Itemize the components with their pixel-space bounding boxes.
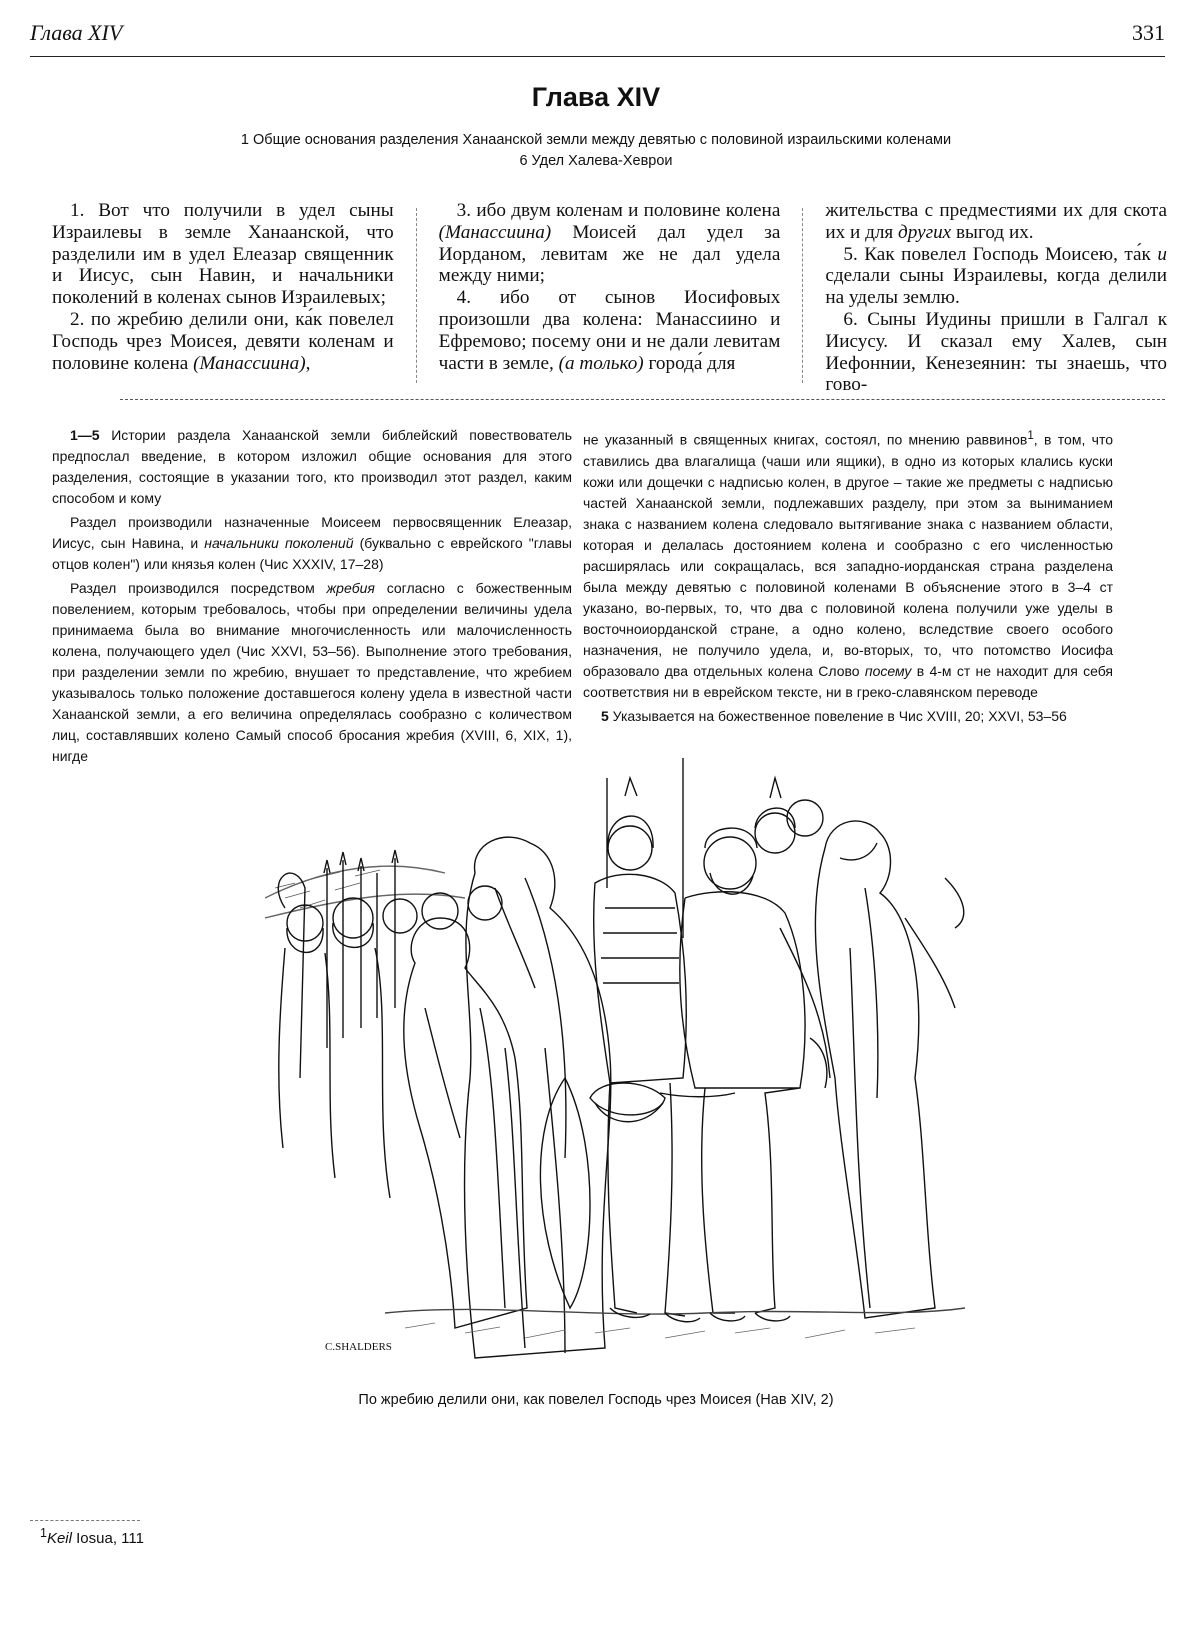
verse-4 [439, 287, 781, 374]
chapter-title: Глава XIV [531, 82, 661, 112]
verse-4-cont-end: выгод их. [951, 221, 1034, 243]
page-number: 331 [1132, 20, 1165, 45]
verse-5-text: 5. Как повелел Господь Моисею, та́к [843, 243, 1158, 265]
commentary-left [52, 425, 572, 770]
illustration-engraving [265, 748, 977, 1373]
scripture-verses [52, 200, 1168, 396]
commentary-text: Раздел производили назначенные Моисеем первосвященник Елеазар, Иисус, сын Навина, и [52, 514, 572, 551]
footnote-mark: 1 [40, 1526, 47, 1540]
verse-column-1 [52, 200, 394, 390]
verse-5-italic: и [1157, 243, 1168, 265]
column-separator [416, 208, 417, 383]
commentary-text: не указанный в священных книгах, состоял, по мнению раввинов [583, 431, 1028, 448]
verse-4-text: 4. ибо от сынов Иосифовых произошли два колена: Манассиино и Ефремово; посему они и не дали левитам части в земле, [438, 287, 781, 374]
commentary-paragraph [52, 512, 572, 575]
footnote-ref[interactable]: 1 [1027, 429, 1034, 442]
verse-4-end: города́ для [643, 352, 736, 374]
running-head [30, 20, 1165, 57]
verse-5 [825, 244, 1167, 309]
chapter-summary-line-1: 1 Общие основания разделения Ханаанской земли между девятью с половиной израильскими коленами [240, 132, 952, 148]
footnote [40, 1526, 144, 1547]
commentary-italic: начальники поколений [204, 535, 354, 551]
verse-column-2 [439, 200, 781, 390]
verse-2-italic: (Манассиина) [193, 352, 306, 374]
commentary-paragraph [52, 425, 572, 509]
verse-4-cont-italic: других [898, 221, 952, 243]
verse-5-end: сделали сыны Израилевы, когда делили на уделы землю. [825, 265, 1168, 309]
verse-ref: 1—5 [70, 427, 100, 443]
verse-4-continued [825, 200, 1167, 244]
verse-column-3 [825, 200, 1168, 396]
verse-4-cont-text: жительства с предместиями их для скота их и для [825, 200, 1168, 243]
commentary-text: согласно с божественным повелением, которым требовалось, чтобы при определении величины удела принимаема была во внимание многочисленность или малочисленность колена, получающего удел (Чис XXVI, 53–56). Выполнение этого требования, при разделении земли по жребию, внушает то представление, что жребием указывалось только положение доставшегося колену удела в известной части Ханаанской земли, а его величина определялась сообразно с количеством лиц, составлявших колено Самый способ бросания жребия (XVIII, 6, XIX, 1), нигде [52, 580, 572, 764]
verse-3 [439, 200, 781, 287]
illustration-caption: По жребию делили они, как повелел Господь чрез Моисея (Нав XIV, 2) [358, 1392, 834, 1408]
commentary-text: Указывается на божественное повеление в Чис XVIII, 20; XXVI, 53–56 [608, 707, 1067, 724]
verse-3-end: Моисей дал удел за Иорданом, левитам же не дал удела между ними; [438, 221, 781, 287]
verse-ref: 5 [601, 707, 609, 724]
verse-2-text: 2. по жребию делили они, ка́к повелел Господь чрез Моисея, девяти коленам и половине колена [52, 308, 394, 374]
verse-3-italic: (Манассиина) [438, 221, 552, 243]
verse-6: 6. Сыны Иудины пришли в Галгал к Иисусу. И сказал ему Халев, сын Иефоннии, Кенезеянин: ты знаешь, что гово- [825, 308, 1168, 396]
commentary-text: в 4-м ст не находит для себя соответствия ни в еврейском тексте, ни в греко-славянском переводе [583, 662, 1114, 700]
commentary-italic: жребия [326, 580, 375, 596]
chapter-summary-line-2: 6 Удел Халева-Хеврои [519, 153, 673, 169]
commentary-text: (буквально с еврейского "главы отцов колен") или князья колен (Чис XXXIV, 17–28) [52, 535, 572, 572]
verse-1: 1. Вот что получили в удел сыны Израилевы в земле Ханаанской, что разделили им в удел Елеазар священник и Иисус, сын Навин, и начальники поколений в коленах сынов Израилевых; [52, 200, 394, 309]
commentary-text: Раздел производился посредством [70, 580, 327, 596]
footnote-rule [30, 1520, 140, 1521]
verse-3-text: 3. ибо двум коленам и половине колена [456, 200, 781, 221]
footnote-text: Iosua, 111 [71, 1530, 144, 1547]
verse-4-italic: (а только) [558, 352, 644, 374]
commentary-text: , в том, что ставились два влагалища (чаши или ящики), в одно из которых клались куски кожи или дощечки с надписью колен, в другое – такие же предметы с надписью частей Ханаанской земли, подлежавших разделу, при этом за выниманием знака с названием колена следовало вытягивание знака с названием области, которая и делалась достоянием колена и сообразно с его численностью расширялась или сокращалась, вся западно-иорданская страна разделена была между девятью с половиной коленами В объяснение этого в 3–4 ст указано, во-первых, то, что два с половиной колена получили уже уделы в восточноиорданской стране, а одно колено, вследствие своего особого назначения, не получило удела, и, во-вторых, то, что потомство Иосифа образовало два отдельных колена Слово [583, 431, 1114, 679]
commentary-paragraph [52, 578, 572, 767]
illustration-signature: C.SHALDERS [325, 1341, 392, 1353]
footnote-author: Keil [46, 1530, 72, 1547]
commentary-text: Истории раздела Ханаанской земли библейский повествователь предпослал введение, в котором изложил общие основания для этого разделения, состоящие в указании того, кто производил этот раздел, каким способом и кому [52, 427, 572, 506]
commentary-paragraph [583, 706, 1113, 727]
commentary-paragraph [583, 425, 1113, 703]
verse-2 [52, 309, 394, 374]
commentary-italic: посему [864, 662, 912, 679]
column-separator [802, 208, 803, 383]
commentary-right [583, 425, 1113, 730]
section-divider [120, 399, 1165, 400]
verse-2-end: , [305, 352, 311, 374]
running-head-chapter: Глава XIV [30, 20, 123, 45]
